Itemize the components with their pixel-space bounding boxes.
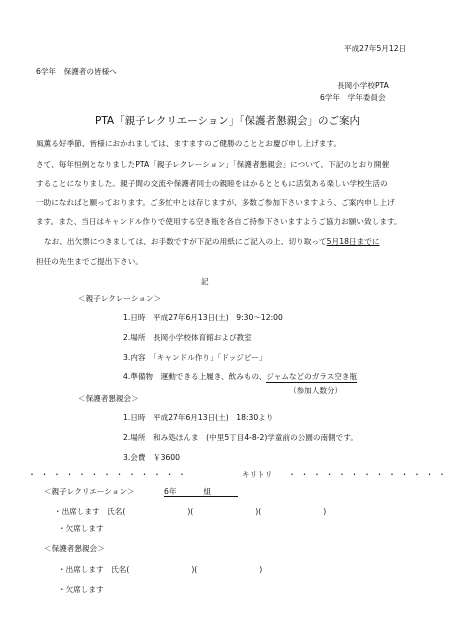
cut-line-label: キリトリ <box>242 470 273 479</box>
form-attend-label: ・出席します 氏名( <box>54 507 126 516</box>
form-grade-class-field[interactable] <box>164 488 238 497</box>
addressee: 6学年 保護者の皆様へ <box>36 67 117 76</box>
form-party-absent[interactable]: ・欠席します <box>58 585 104 594</box>
form-class-suffix: 組 <box>203 487 212 496</box>
body-line-6: 担任の先生までご提出下さい。 <box>36 257 144 266</box>
document-date: 平成27年5月12日 <box>344 44 407 53</box>
body-line-1: さて、毎年恒例となりましたPTA「親子レクレーション」「保護者懇親会」について、下記のとおり開催 <box>36 160 390 169</box>
per-person-note: （参加人数分） <box>289 386 343 395</box>
body-line-3: 一助になればと願っております。ご多忙中とは存じますが、多数ご参加下さいますよう、ご案内申し上げ <box>36 198 395 207</box>
party-item-fee: 3.会費 ￥3600 <box>123 453 180 462</box>
page-title: PTA「親子レクリエーション」「保護者懇親会」のご案内 <box>95 115 361 127</box>
recreation-item-date: 1.日時 平成27年6月13日(土) 9:30～12:00 <box>123 313 283 322</box>
form-attend-label: ・出席します 氏名( <box>58 565 130 574</box>
form-party-heading: ＜保護者懇親会＞ <box>44 544 105 553</box>
recreation-heading: ＜親子レクレーション＞ <box>78 294 162 303</box>
recreation-item-place: 2.場所 長岡小学校体育館および教室 <box>123 333 252 342</box>
cut-line-dots-left: ・・・・・・・・・・・・・ <box>28 470 191 479</box>
form-paren-end: ) <box>323 507 327 516</box>
recreation-item-content: 3.内容 「キャンドル作り」「ドッジビー」 <box>123 353 267 362</box>
form-recreation-absent[interactable]: ・欠席します <box>58 524 104 533</box>
form-recreation-heading: ＜親子レクリエーション＞ <box>44 487 135 496</box>
sender-committee: 6学年 学年委員会 <box>320 93 386 102</box>
cut-line-dots-right: ・・・・・・・・・・・・・ <box>288 470 451 479</box>
greeting-paragraph: 風薫る好季節、皆様におかれましては、ますますのご健勝のこととお慶び申し上げます。 <box>36 139 342 148</box>
form-paren-end: ) <box>259 565 263 574</box>
body-line-2: することになりました。親子間の交流や保護者同士の親睦をはかるとともに活気ある楽しい学校生活の <box>36 179 388 188</box>
submission-instruction: なお、出欠票につきましては、お手数ですが下記の用紙にご記入の上、切り取って <box>44 237 327 246</box>
ki-marker: 記 <box>201 277 209 286</box>
deadline-text: 5月18日までに <box>326 237 380 246</box>
belongings-glass-jar: ジャムなどのガラス空き瓶 <box>266 372 358 381</box>
form-paren-mid: )( <box>187 507 194 516</box>
body-line-5 <box>44 238 380 246</box>
sender-school: 長岡小学校PTA <box>337 81 389 90</box>
form-grade: 6年 <box>164 487 177 496</box>
party-item-place: 2.場所 和み処ほんま (中里5丁目4-8-2)学童前の公園の南側です。 <box>123 433 358 442</box>
belongings-label: 4.準備物 運動できる上履き、飲みもの、 <box>123 372 267 381</box>
form-party-attend-row[interactable] <box>58 566 262 574</box>
recreation-item-belongings <box>123 373 357 381</box>
party-heading: ＜保護者懇親会＞ <box>78 394 139 403</box>
form-paren-mid: )( <box>191 565 198 574</box>
party-item-date: 1.日時 平成27年6月13日(土) 18:30より <box>123 413 274 422</box>
form-recreation-attend-row[interactable] <box>54 508 326 516</box>
form-paren-mid: )( <box>255 507 262 516</box>
body-line-4: ます。また、当日はキャンドル作りで使用する空き瓶を各自ご持参下さいますようご協力お願い致します。 <box>36 217 402 226</box>
